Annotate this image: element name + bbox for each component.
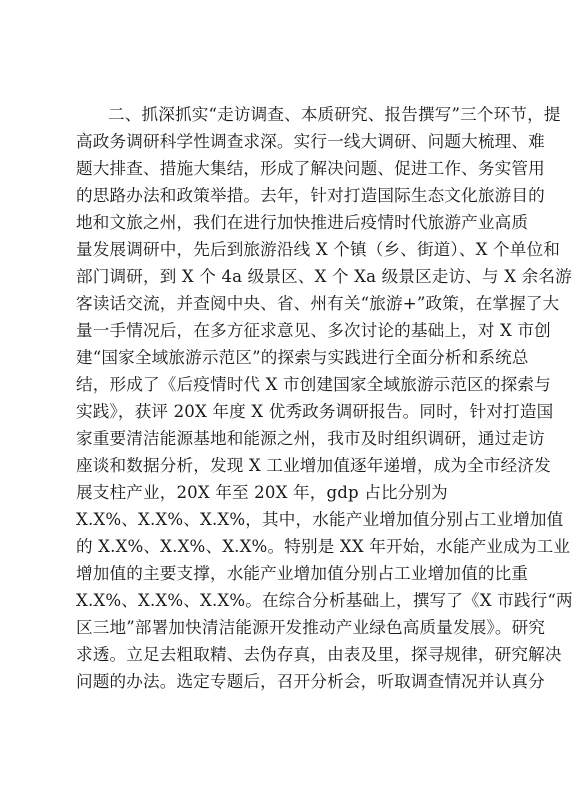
paragraph-line: 展支柱产业，20X 年至 20X 年，gdp 占比分别为 [76,483,448,502]
paragraph-line: 家重要清洁能源基地和能源之州，我市及时组织调研，通过走访 [76,429,545,448]
paragraph-line: 建“国家全域旅游示范区”的探索与实践进行全面分析和系统总 [76,348,529,367]
paragraph-line: 的 X.X%、X.X%、X.X%。特别是 XX 年开始，水能产业成为工业 [76,537,571,556]
paragraph-line: 地和文旅之州，我们在进行加快推进后疫情时代旅游产业高质 [76,213,529,232]
paragraph-line: 求透。立足去粗取精、去伪存真，由表及里，探寻规律，研究解决 [76,645,562,664]
paragraph-line: 部门调研，到 X 个 4a 级景区、X 个 Xa 级景区走访、与 X 余名游 [76,267,572,286]
paragraph-line: 高政务调研科学性调查求深。实行一线大调研、问题大梳理、难 [76,132,545,151]
paragraph-line: 题大排查、措施大集结，形成了解决问题、促进工作、务实管用 [76,159,545,178]
paragraph-line: 量一手情况后，在多方征求意见、多次讨论的基础上，对 X 市创 [76,321,551,340]
paragraph-line: 的思路办法和政策举措。去年，针对打造国际生态文化旅游目的 [76,186,545,205]
paragraph-line: 二、抓深抓实“走访调查、本质研究、报告撰写”三个环节，提 [108,105,561,124]
paragraph-line: 量发展调研中，先后到旅游沿线 X 个镇（乡、街道）、X 个单位和 [76,240,560,259]
paragraph-line: X.X%、X.X%、X.X%。在综合分析基础上，撰写了《X 市践行“两 [76,591,573,610]
paragraph-line: 问题的办法。选定专题后，召开分析会，听取调查情况并认真分 [76,672,545,691]
paragraph-line: 区三地”部署加快清洁能源开发推动产业绿色高质量发展》。研究 [76,618,546,637]
paragraph-line: 实践》，获评 20X 年度 X 优秀政务调研报告。同时，针对打造国 [76,402,554,421]
paragraph-line: 座谈和数据分析，发现 X 工业增加值逐年递增，成为全市经济发 [76,456,551,475]
paragraph-line: 结，形成了《后疫情时代 X 市创建国家全域旅游示范区的探索与 [76,375,551,394]
paragraph-line: X.X%、X.X%、X.X%，其中，水能产业增加值分别占工业增加值 [76,510,564,529]
paragraph-line: 增加值的主要支撑，水能产业增加值分别占工业增加值的比重 [76,564,529,583]
paragraph-line: 客读话交流，并查阅中央、省、州有关“旅游+”政策，在掌握了大 [76,294,560,313]
